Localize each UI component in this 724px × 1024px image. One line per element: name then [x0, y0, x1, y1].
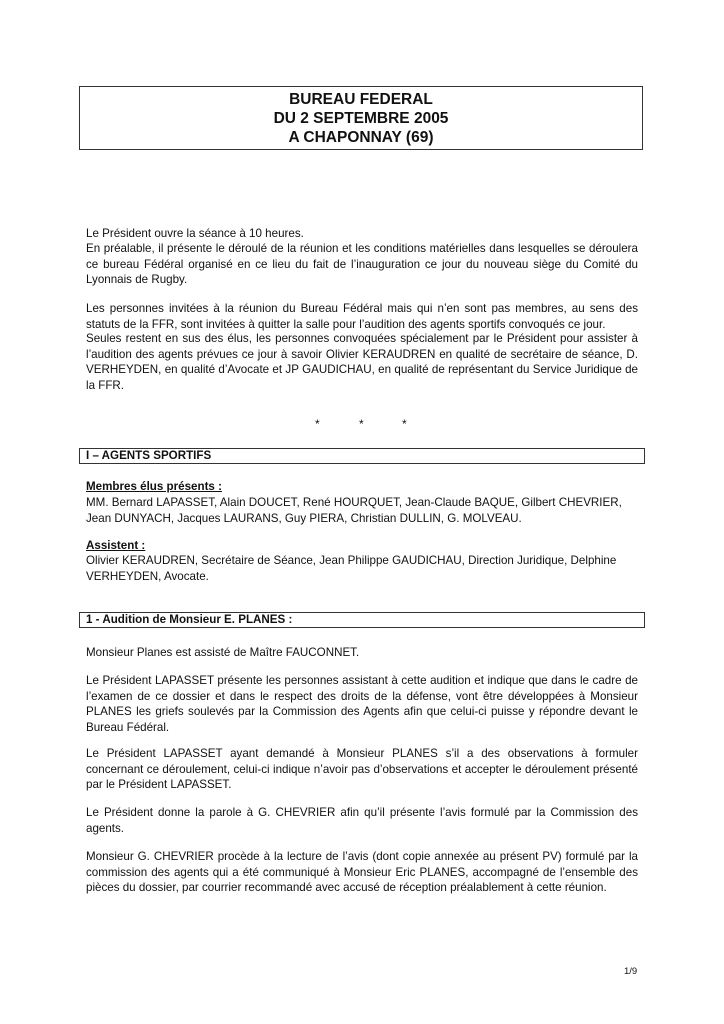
title-line-2: DU 2 SEPTEMBRE 2005	[273, 109, 449, 127]
page-number: 1/9	[624, 966, 638, 977]
separator-star: *	[359, 417, 364, 431]
intro-invited-persons: Les personnes invitées à la réunion du Bureau Fédéral mais qui n’en sont pas membres, au sens des statuts de la FFR, sont invitées à quitter la salle pour l’audition des agents sportifs convoqués ce jour.	[86, 302, 638, 331]
separator-star: *	[315, 417, 320, 431]
title-box	[79, 86, 643, 150]
members-label-text: Membres élus présents :	[86, 480, 222, 493]
section-header-audition: 1 - Audition de Monsieur E. PLANES :	[79, 612, 645, 628]
audition-paragraph-3: Le Président LAPASSET ayant demandé à Monsieur PLANES s’il a des observations à formuler concernant ce déroulement, celui-ci indique n’avoir pas d’observations et accepter le déroulement présenté par le Président LAPASSET.	[86, 747, 638, 792]
separator-star: *	[402, 417, 407, 431]
intro-remaining-persons: Seules restent en sus des élus, les personnes convoquées spécialement par le Président pour assister à l’audition des agents prévues ce jour à savoir Olivier KERAUDREN en qualité de secrétaire de séance, D. VERHEYDEN, en qualité d’Avocate et JP GAUDICHAU, en qualité de représentant du Service Juridique de la FFR.	[86, 332, 638, 392]
attendees-list: Olivier KERAUDREN, Secrétaire de Séance, Jean Philippe GAUDICHAU, Direction Juridique, Delphine VERHEYDEN, Avocate.	[86, 554, 617, 583]
title-line-3: A CHAPONNAY (69)	[288, 128, 434, 146]
members-label	[86, 479, 638, 495]
audition-paragraph-2: Le Président LAPASSET présente les personnes assistant à cette audition et indique que dans le cadre de l’examen de ce dossier et dans le respect des droits de la défense, vont être développées à Monsieur PLANES les griefs soulevés par la Commission des Agents afin que celui-ci puisse y répondre devant le Bureau Fédéral.	[86, 674, 638, 734]
section-header-agents: I – AGENTS SPORTIFS	[79, 448, 645, 464]
attendees-label-text: Assistent :	[86, 539, 146, 552]
audition-paragraph-1: Monsieur Planes est assisté de Maître FAUCONNET.	[86, 646, 360, 659]
audition-paragraph-4: Le Président donne la parole à G. CHEVRIER afin qu’il présente l’avis formulé par la Commission des agents.	[86, 806, 638, 835]
attendees-label	[86, 538, 638, 554]
members-list: MM. Bernard LAPASSET, Alain DOUCET, René HOURQUET, Jean-Claude BAQUE, Gilbert CHEVRIER, Jean DUNYACH, Jacques LAURANS, Guy PIERA, Christian DULLIN, G. MOLVEAU.	[86, 496, 622, 525]
audition-paragraph-5: Monsieur G. CHEVRIER procède à la lecture de l’avis (dont copie annexée au présent PV) formulé par la commission des agents qui a été communiqué à Monsieur Eric PLANES, accompagné de l’ensemble des pièces du dossier, par courrier recommandé avec accusé de réception préalablement à cette réunion.	[86, 850, 638, 895]
title-line-1: BUREAU FEDERAL	[289, 90, 433, 108]
intro-opening: Le Président ouvre la séance à 10 heures.	[86, 227, 304, 240]
intro-preamble: En préalable, il présente le déroulé de la réunion et les conditions matérielles dans lesquelles se déroulera ce bureau Fédéral organisé en ce lieu du fait de l’inauguration ce jour du nouveau siège du Comité du Lyonnais de Rugby.	[86, 242, 638, 287]
